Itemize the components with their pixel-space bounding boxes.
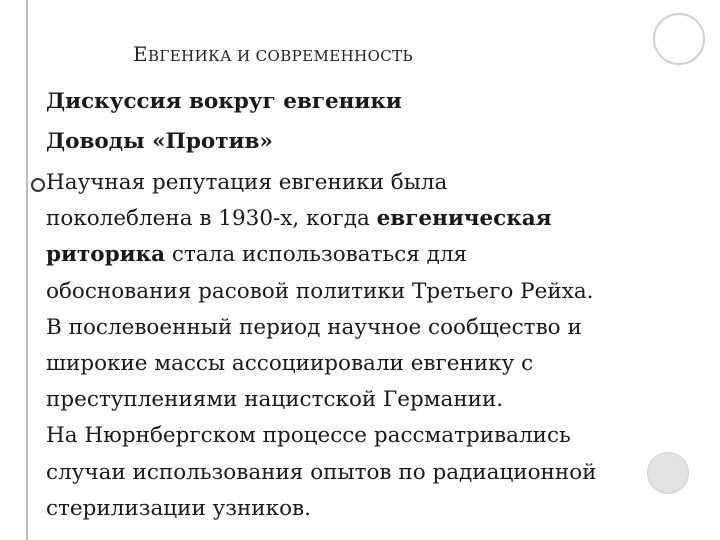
decorative-ring-top-right [653, 13, 705, 65]
body-line-8: На Нюрнбергском процессе рассматривались [46, 423, 571, 449]
body-line-3-text: стала использоваться для [165, 242, 468, 268]
slide-title [133, 42, 413, 66]
body-line-4: обоснования расовой политики Третьего Рейха. [46, 278, 594, 304]
body-line-5: В послевоенный период научное сообщество и [46, 314, 582, 340]
body-line-3 [46, 237, 706, 273]
body-line-10: стерилизации узников. [46, 495, 311, 521]
decorative-circle-bottom-right [647, 452, 689, 494]
body-line-3-bold: риторика [46, 242, 166, 268]
title-initial: Е [133, 42, 148, 66]
body-line-2-text: поколеблена в 1930-х, когда [46, 206, 377, 232]
body-line-9: случаи использования опытов по радиационной [46, 459, 597, 485]
left-divider-line [26, 0, 28, 540]
body-line-2-bold: евгеническая [376, 206, 552, 232]
body-line-1: Научная репутация евгеники была [46, 170, 448, 195]
heading-discussion: Дискуссия вокруг евгеники [46, 89, 402, 114]
body-line-6: широкие массы ассоциировали евгенику с [46, 351, 534, 377]
body-line-7: преступлениями нацистской Германии. [46, 387, 504, 413]
body-paragraph [46, 165, 706, 527]
bullet-circle-icon [31, 178, 45, 192]
body-line-2 [46, 201, 706, 237]
title-rest: ВГЕНИКА И СОВРЕМЕННОСТЬ [148, 47, 414, 65]
heading-arguments-against: Доводы «Против» [46, 129, 273, 154]
